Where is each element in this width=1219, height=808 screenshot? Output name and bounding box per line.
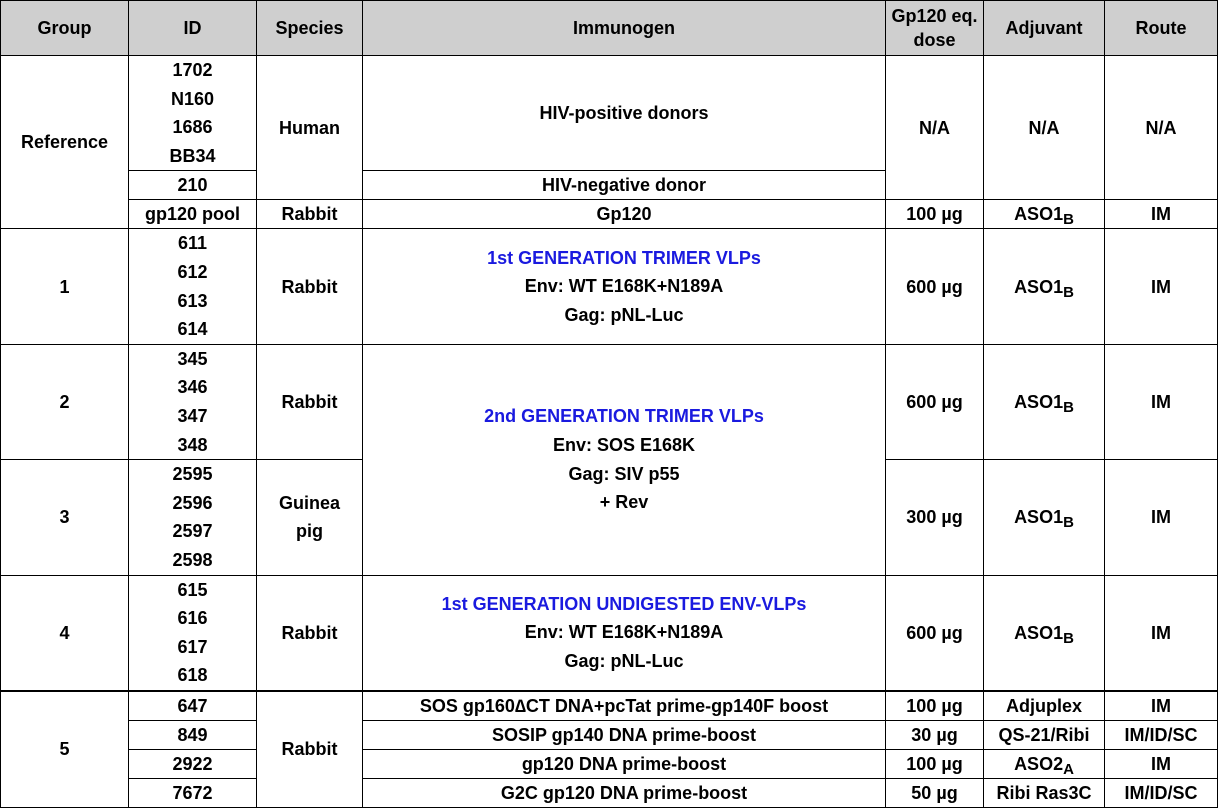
header-group: Group — [1, 1, 129, 56]
adjuvant-cell: $ASO2_A$ — [984, 749, 1105, 778]
dose-cell: N/A — [886, 56, 984, 200]
id-cell: 849 — [129, 720, 257, 749]
route-cell: IM — [1105, 575, 1218, 691]
group-cell: 4 — [1, 575, 129, 691]
dose-cell: 600 µg — [886, 229, 984, 344]
id-cell: 210 — [129, 171, 257, 200]
id-cell: 345 346 347 348 — [129, 344, 257, 459]
immunogen-title: 2nd GENERATION TRIMER VLPs — [484, 406, 764, 427]
species-cell: Rabbit — [257, 344, 363, 459]
dose-cell: 600 µg — [886, 575, 984, 691]
adjuvant-cell: $ASO1_B$ — [984, 200, 1105, 229]
table-row — [1, 575, 1218, 691]
table-row — [1, 229, 1218, 344]
adjuvant-cell: Ribi Ras3C — [984, 778, 1105, 807]
route-cell: IM/ID/SC — [1105, 720, 1218, 749]
table-row — [1, 691, 1218, 721]
table-row — [1, 56, 1218, 171]
species-cell: Rabbit — [257, 229, 363, 344]
adjuvant-cell: Adjuplex — [984, 691, 1105, 721]
route-cell: IM — [1105, 749, 1218, 778]
immunogen-cell: HIV-positive donors — [363, 56, 886, 171]
species-cell: Rabbit — [257, 575, 363, 691]
route-cell: IM — [1105, 691, 1218, 721]
route-cell: IM — [1105, 460, 1218, 575]
id-cell: 2922 — [129, 749, 257, 778]
group-cell: 1 — [1, 229, 129, 344]
immunogen-cell: 1st GENERATION UNDIGESTED ENV-VLPs Env: WT E168K+N189A Gag: pNL-Luc — [363, 575, 886, 691]
table-row — [1, 344, 1218, 459]
id-cell: 2595 2596 2597 2598 — [129, 460, 257, 575]
immunogen-cell: Gp120 — [363, 200, 886, 229]
immunogen-cell: SOS gp160∆CT DNA+pcTat prime-gp140F boost — [363, 691, 886, 721]
immunogen-cell: gp120 DNA prime-boost — [363, 749, 886, 778]
table-row — [1, 720, 1218, 749]
header-id: ID — [129, 1, 257, 56]
species-cell: Rabbit — [257, 691, 363, 808]
immunogen-cell: G2C gp120 DNA prime-boost — [363, 778, 886, 807]
adjuvant-cell: $ASO1_B$ — [984, 344, 1105, 459]
table-row — [1, 778, 1218, 807]
species-cell: Guinea pig — [257, 460, 363, 575]
route-cell: IM — [1105, 344, 1218, 459]
species-cell: Rabbit — [257, 200, 363, 229]
header-immunogen: Immunogen — [363, 1, 886, 56]
immunogen-cell: SOSIP gp140 DNA prime-boost — [363, 720, 886, 749]
dose-cell: 300 µg — [886, 460, 984, 575]
route-cell: IM — [1105, 200, 1218, 229]
header-dose: Gp120 eq. dose — [886, 1, 984, 56]
dose-cell: 50 µg — [886, 778, 984, 807]
id-cell: 647 — [129, 691, 257, 721]
id-cell: 7672 — [129, 778, 257, 807]
dose-cell: 100 µg — [886, 200, 984, 229]
table-row — [1, 200, 1218, 229]
group-cell: 5 — [1, 691, 129, 808]
species-cell: Human — [257, 56, 363, 200]
dose-cell: 100 µg — [886, 691, 984, 721]
header-adjuvant: Adjuvant — [984, 1, 1105, 56]
dose-cell: 100 µg — [886, 749, 984, 778]
header-row — [1, 1, 1218, 56]
header-route: Route — [1105, 1, 1218, 56]
route-cell: IM — [1105, 229, 1218, 344]
group-cell: 3 — [1, 460, 129, 575]
immunogen-cell: 1st GENERATION TRIMER VLPs Env: WT E168K+N189A Gag: pNL-Luc — [363, 229, 886, 344]
immunogen-title: 1st GENERATION TRIMER VLPs — [487, 247, 761, 268]
header-species: Species — [257, 1, 363, 56]
adjuvant-cell: $ASO1_B$ — [984, 460, 1105, 575]
immunogen-title: 1st GENERATION UNDIGESTED ENV-VLPs — [441, 593, 807, 614]
route-cell: IM/ID/SC — [1105, 778, 1218, 807]
immunogen-cell: HIV-negative donor — [363, 171, 886, 200]
id-cell: 615 616 617 618 — [129, 575, 257, 691]
adjuvant-cell: $ASO1_B$ — [984, 575, 1105, 691]
route-cell: N/A — [1105, 56, 1218, 200]
adjuvant-cell: $ASO1_B$ — [984, 229, 1105, 344]
dose-cell: 600 µg — [886, 344, 984, 459]
adjuvant-cell: QS-21/Ribi — [984, 720, 1105, 749]
id-cell: 611 612 613 614 — [129, 229, 257, 344]
dose-cell: 30 µg — [886, 720, 984, 749]
immunogen-cell: 2nd GENERATION TRIMER VLPs Env: SOS E168K Gag: SIV p55 + Rev — [363, 344, 886, 575]
id-cell: 1702 N160 1686 BB34 — [129, 56, 257, 171]
adjuvant-cell: N/A — [984, 56, 1105, 200]
table-row — [1, 749, 1218, 778]
id-cell: gp120 pool — [129, 200, 257, 229]
group-cell: 2 — [1, 344, 129, 459]
group-cell: Reference — [1, 56, 129, 229]
